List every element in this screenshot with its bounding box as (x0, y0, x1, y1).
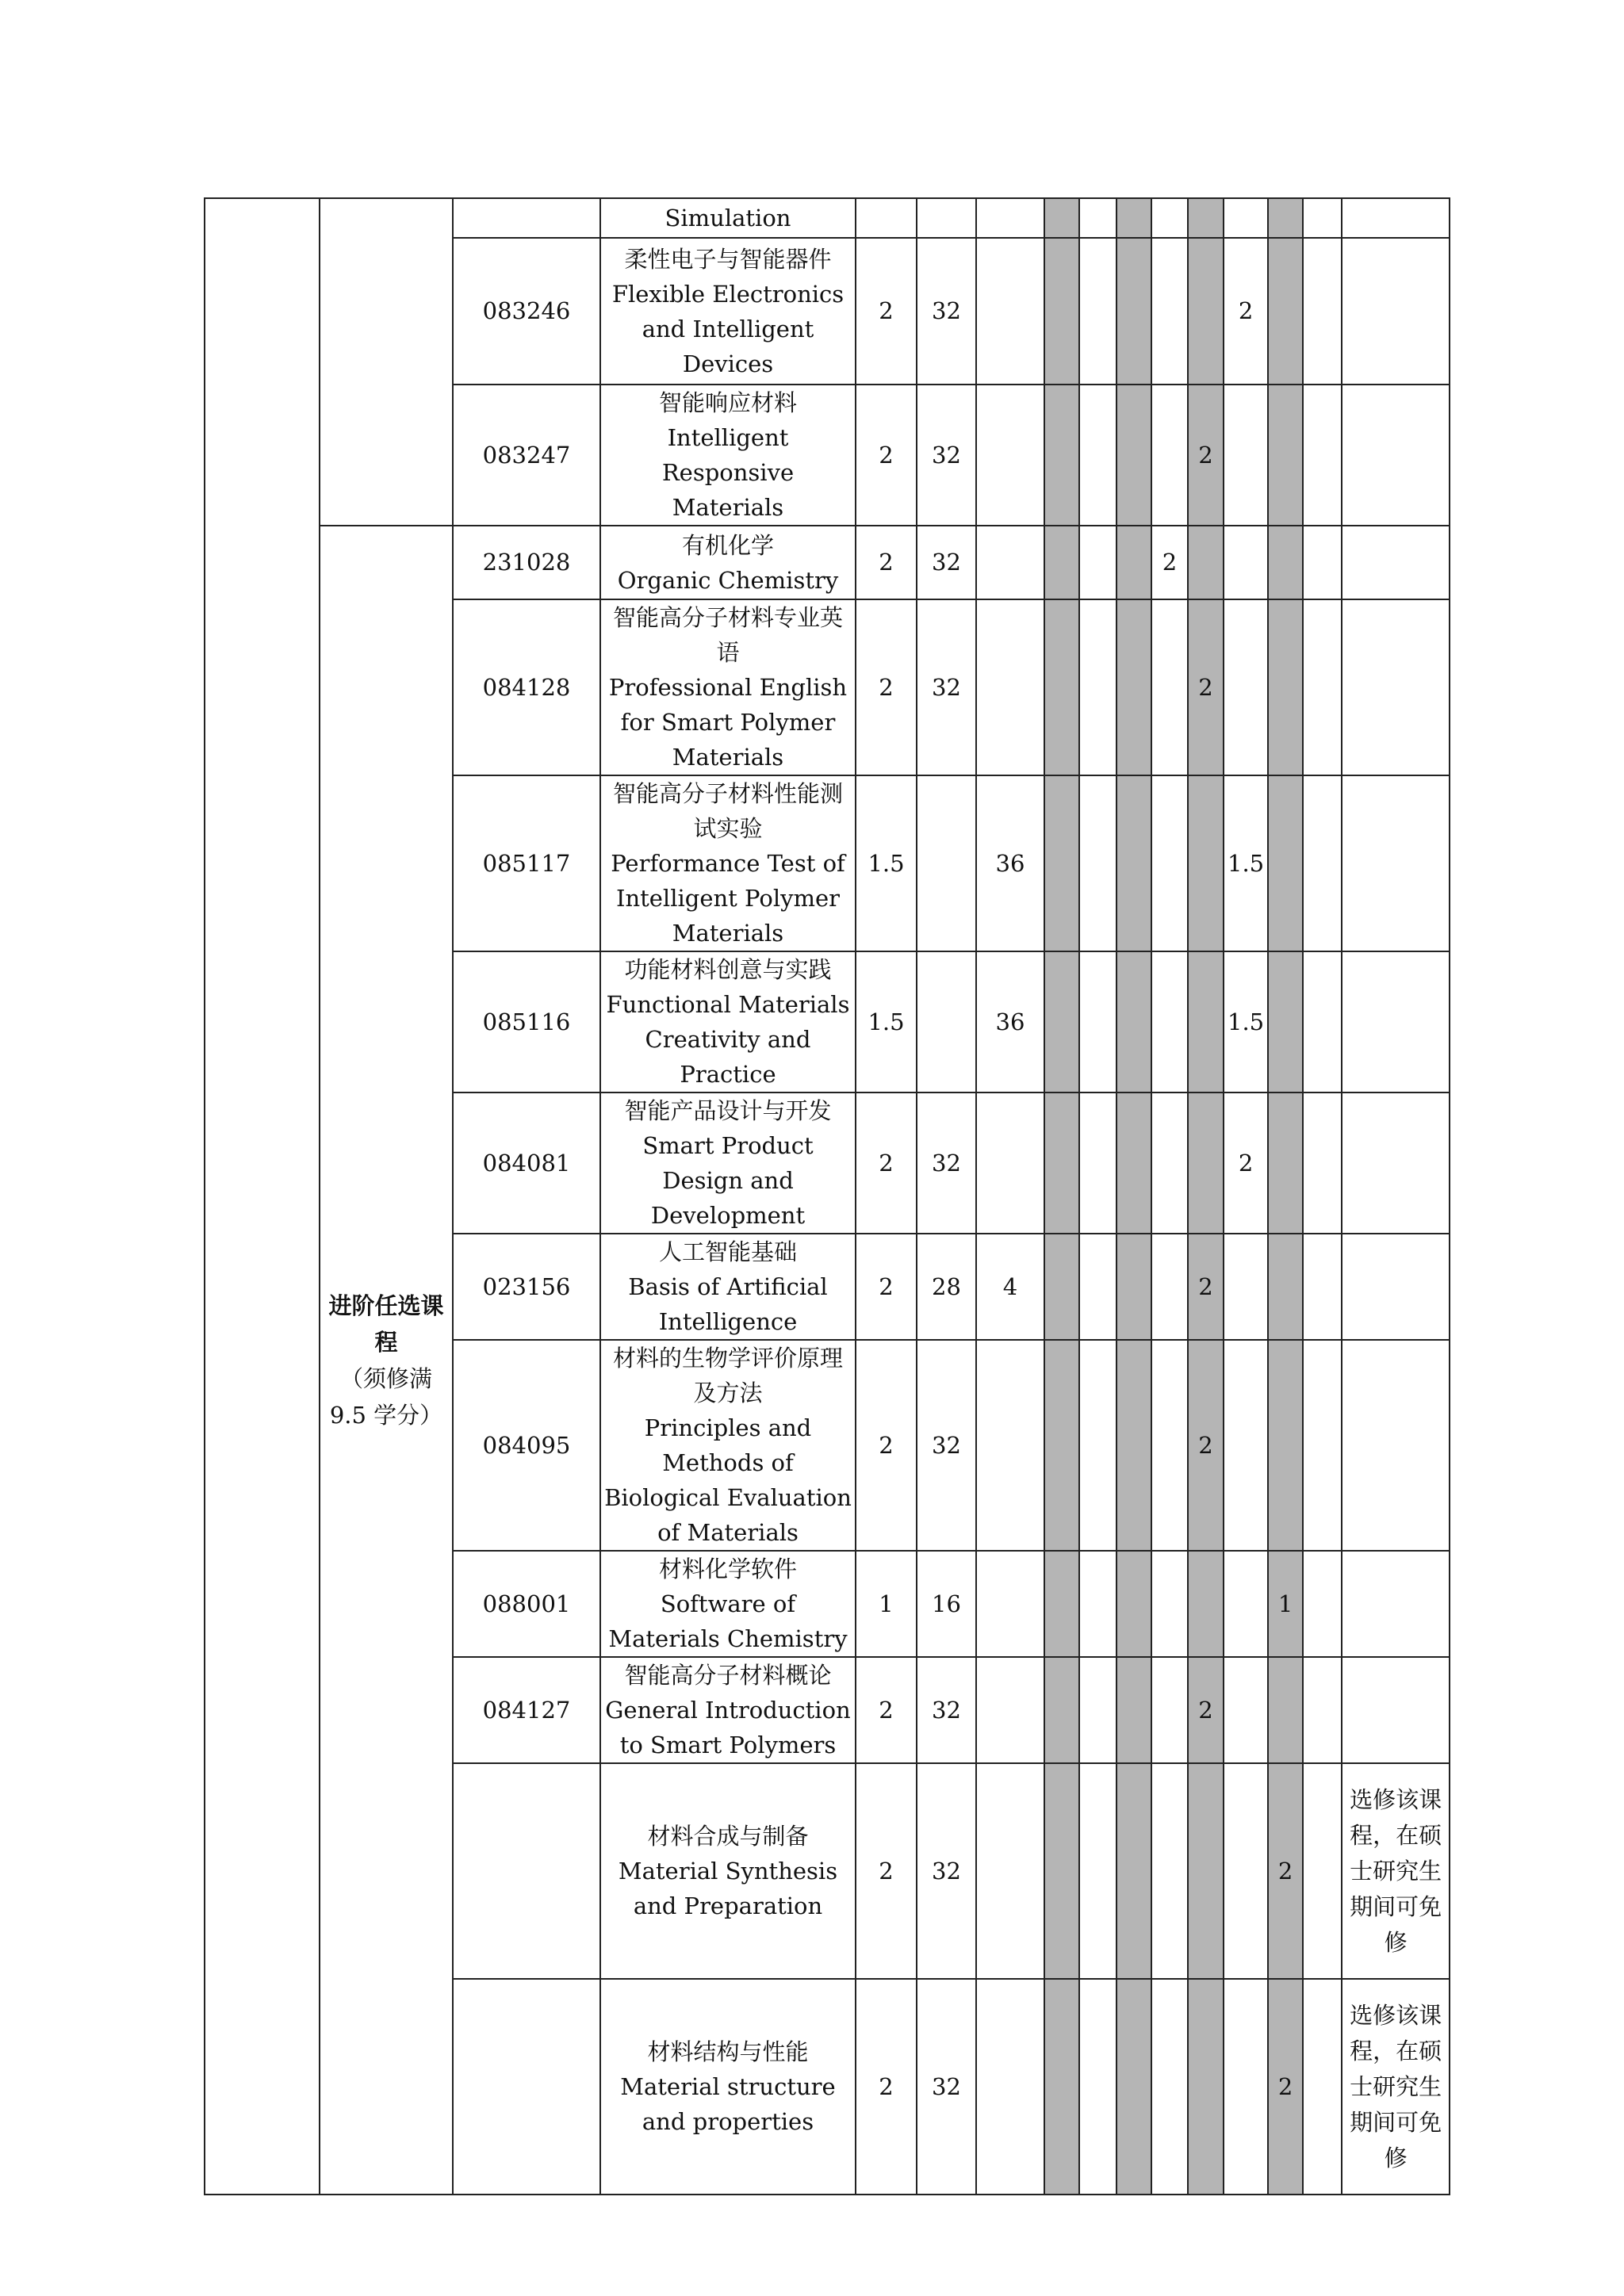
semester-cell-1 (1044, 951, 1079, 1093)
credit-cell (856, 198, 917, 238)
practice-hours-cell: 36 (976, 951, 1044, 1093)
semester-cell-8 (1303, 1551, 1342, 1657)
semester-cell-8 (1303, 775, 1342, 951)
course-name-cell (600, 198, 856, 238)
practice-hours-cell (976, 1763, 1044, 1979)
course-name-en: Principles and Methods of Biological Evaluation of Materials (604, 1414, 852, 1546)
semester-cell-5 (1188, 1763, 1224, 1979)
course-code-cell: 088001 (453, 1551, 600, 1657)
credit-cell: 2 (856, 1657, 917, 1763)
semester-cell-3 (1116, 238, 1151, 385)
course-code-cell: 085116 (453, 951, 600, 1093)
credit-cell: 2 (856, 1763, 917, 1979)
semester-cell-8 (1303, 526, 1342, 599)
semester-cell-2 (1079, 1093, 1116, 1234)
semester-cell-7 (1268, 599, 1303, 775)
semester-cell-5 (1188, 1551, 1224, 1657)
course-code-cell (453, 1979, 600, 2195)
empty-subcategory-cell (320, 198, 453, 526)
practice-hours-cell: 4 (976, 1234, 1044, 1340)
course-name-cell (600, 526, 856, 599)
credit-cell: 1.5 (856, 775, 917, 951)
semester-cell-5 (1188, 198, 1224, 238)
credit-cell: 2 (856, 1979, 917, 2195)
course-name-en: Material Synthesis and Preparation (618, 1858, 838, 1919)
remark-cell (1342, 526, 1450, 599)
semester-cell-2 (1079, 1234, 1116, 1340)
semester-cell-6: 1.5 (1224, 775, 1268, 951)
remark-cell (1342, 1234, 1450, 1340)
semester-cell-4 (1151, 1340, 1188, 1551)
practice-hours-cell (976, 1340, 1044, 1551)
semester-cell-3 (1116, 1657, 1151, 1763)
semester-cell-3 (1116, 1340, 1151, 1551)
semester-cell-4 (1151, 238, 1188, 385)
semester-cell-4: 2 (1151, 526, 1188, 599)
semester-cell-6 (1224, 385, 1268, 526)
lecture-hours-cell (917, 198, 976, 238)
semester-cell-8 (1303, 1340, 1342, 1551)
credit-cell: 1 (856, 1551, 917, 1657)
semester-cell-3 (1116, 775, 1151, 951)
semester-cell-8 (1303, 1657, 1342, 1763)
course-name-cn: 材料化学软件 (658, 1556, 797, 1582)
semester-cell-2 (1079, 951, 1116, 1093)
practice-hours-cell (976, 526, 1044, 599)
lecture-hours-cell: 32 (917, 599, 976, 775)
course-name-cell (600, 238, 856, 385)
semester-cell-2 (1079, 198, 1116, 238)
credit-cell: 2 (856, 1234, 917, 1340)
table-row (205, 198, 1450, 238)
semester-cell-6 (1224, 1234, 1268, 1340)
practice-hours-cell (976, 1657, 1044, 1763)
course-name-en: Basis of Artificial Intelligence (628, 1273, 828, 1335)
semester-cell-6: 2 (1224, 1093, 1268, 1234)
lecture-hours-cell (917, 775, 976, 951)
semester-cell-3 (1116, 385, 1151, 526)
remark-cell (1342, 198, 1450, 238)
course-category-title: 进阶任选课程 (328, 1292, 444, 1356)
lecture-hours-cell: 32 (917, 1657, 976, 1763)
semester-cell-8 (1303, 951, 1342, 1093)
semester-cell-7 (1268, 526, 1303, 599)
semester-cell-2 (1079, 1551, 1116, 1657)
credit-cell: 2 (856, 1093, 917, 1234)
remark-cell (1342, 385, 1450, 526)
semester-cell-6: 2 (1224, 238, 1268, 385)
remark-cell (1342, 599, 1450, 775)
semester-cell-5 (1188, 1093, 1224, 1234)
credit-cell: 2 (856, 238, 917, 385)
lecture-hours-cell: 32 (917, 1979, 976, 2195)
semester-cell-2 (1079, 1657, 1116, 1763)
course-code-cell: 083247 (453, 385, 600, 526)
semester-cell-7: 2 (1268, 1763, 1303, 1979)
semester-cell-1 (1044, 1551, 1079, 1657)
semester-cell-7 (1268, 385, 1303, 526)
course-name-cn: 智能高分子材料专业英语 (612, 604, 843, 666)
semester-cell-4 (1151, 1093, 1188, 1234)
semester-cell-7 (1268, 198, 1303, 238)
empty-top-category-cell (205, 198, 320, 2195)
course-code-cell: 084081 (453, 1093, 600, 1234)
semester-cell-1 (1044, 1234, 1079, 1340)
semester-cell-5 (1188, 775, 1224, 951)
course-code-cell: 023156 (453, 1234, 600, 1340)
course-name-cn: 材料的生物学评价原理及方法 (612, 1345, 843, 1406)
course-name-cn: 材料结构与性能 (647, 2038, 809, 2065)
semester-cell-1 (1044, 385, 1079, 526)
course-name-cell (600, 385, 856, 526)
semester-cell-7: 2 (1268, 1979, 1303, 2195)
semester-cell-1 (1044, 198, 1079, 238)
course-name-cn: 智能响应材料 (658, 389, 797, 416)
course-name-cn: 人工智能基础 (658, 1238, 797, 1265)
semester-cell-5: 2 (1188, 1234, 1224, 1340)
course-code-cell: 084095 (453, 1340, 600, 1551)
course-name-cell (600, 951, 856, 1093)
course-name-cell (600, 1340, 856, 1551)
semester-cell-6 (1224, 1979, 1268, 2195)
semester-cell-6 (1224, 599, 1268, 775)
semester-cell-6 (1224, 1763, 1268, 1979)
semester-cell-3 (1116, 1979, 1151, 2195)
course-name-cell (600, 1979, 856, 2195)
semester-cell-8 (1303, 385, 1342, 526)
credit-cell: 1.5 (856, 951, 917, 1093)
course-name-en: Material structure and properties (620, 2073, 836, 2135)
remark-cell (1342, 1551, 1450, 1657)
course-name-en: Professional English for Smart Polymer Materials (608, 674, 848, 771)
course-name-en: Flexible Electronics and Intelligent Devices (611, 280, 845, 377)
semester-cell-8 (1303, 1763, 1342, 1979)
semester-cell-4 (1151, 1657, 1188, 1763)
course-name-en: Simulation (665, 205, 791, 232)
semester-cell-3 (1116, 1234, 1151, 1340)
semester-cell-4 (1151, 1551, 1188, 1657)
remark-cell (1342, 1657, 1450, 1763)
practice-hours-cell (976, 1093, 1044, 1234)
course-name-cn: 功能材料创意与实践 (624, 956, 832, 983)
semester-cell-7 (1268, 1657, 1303, 1763)
remark-cell (1342, 238, 1450, 385)
semester-cell-1 (1044, 1340, 1079, 1551)
semester-cell-3 (1116, 951, 1151, 1093)
semester-cell-5 (1188, 1979, 1224, 2195)
practice-hours-cell (976, 385, 1044, 526)
course-code-cell: 084127 (453, 1657, 600, 1763)
course-code-cell: 085117 (453, 775, 600, 951)
semester-cell-1 (1044, 1979, 1079, 2195)
course-name-cell (600, 1551, 856, 1657)
course-name-cn: 材料合成与制备 (647, 1823, 809, 1850)
semester-cell-8 (1303, 599, 1342, 775)
semester-cell-2 (1079, 1340, 1116, 1551)
remark-cell (1342, 775, 1450, 951)
semester-cell-1 (1044, 1093, 1079, 1234)
course-name-cn: 柔性电子与智能器件 (624, 245, 832, 273)
practice-hours-cell (976, 1551, 1044, 1657)
semester-cell-6 (1224, 1551, 1268, 1657)
credit-cell: 2 (856, 385, 917, 526)
remark-cell: 选修该课程，在硕士研究生期间可免修 (1342, 1763, 1450, 1979)
semester-cell-2 (1079, 1979, 1116, 2195)
semester-cell-6 (1224, 526, 1268, 599)
remark-cell (1342, 951, 1450, 1093)
practice-hours-cell (976, 198, 1044, 238)
semester-cell-5: 2 (1188, 1657, 1224, 1763)
semester-cell-7 (1268, 951, 1303, 1093)
semester-cell-3 (1116, 599, 1151, 775)
semester-cell-6: 1.5 (1224, 951, 1268, 1093)
course-name-cn: 智能高分子材料概论 (624, 1662, 832, 1689)
semester-cell-8 (1303, 1979, 1342, 2195)
course-name-cn: 智能高分子材料性能测试实验 (612, 780, 843, 842)
course-name-cn: 智能产品设计与开发 (624, 1097, 832, 1124)
course-code-cell: 231028 (453, 526, 600, 599)
course-name-cell (600, 1763, 856, 1979)
lecture-hours-cell: 32 (917, 385, 976, 526)
lecture-hours-cell: 32 (917, 238, 976, 385)
lecture-hours-cell: 32 (917, 526, 976, 599)
lecture-hours-cell: 16 (917, 1551, 976, 1657)
lecture-hours-cell: 28 (917, 1234, 976, 1340)
course-code-cell: 083246 (453, 238, 600, 385)
semester-cell-7: 1 (1268, 1551, 1303, 1657)
practice-hours-cell (976, 1979, 1044, 2195)
semester-cell-5 (1188, 526, 1224, 599)
semester-cell-5 (1188, 951, 1224, 1093)
semester-cell-1 (1044, 526, 1079, 599)
semester-cell-1 (1044, 1763, 1079, 1979)
semester-cell-1 (1044, 775, 1079, 951)
course-name-cn: 有机化学 (681, 531, 774, 559)
semester-cell-2 (1079, 599, 1116, 775)
course-name-en: Smart Product Design and Development (642, 1132, 814, 1229)
semester-cell-3 (1116, 1551, 1151, 1657)
semester-cell-5: 2 (1188, 385, 1224, 526)
semester-cell-4 (1151, 385, 1188, 526)
semester-cell-6 (1224, 198, 1268, 238)
course-name-en: Performance Test of Intelligent Polymer Materials (611, 850, 845, 947)
semester-cell-8 (1303, 1093, 1342, 1234)
semester-cell-7 (1268, 238, 1303, 385)
semester-cell-4 (1151, 1979, 1188, 2195)
course-code-cell: 084128 (453, 599, 600, 775)
credit-cell: 2 (856, 1340, 917, 1551)
practice-hours-cell (976, 599, 1044, 775)
course-name-cell (600, 1234, 856, 1340)
course-name-en: Intelligent Responsive Materials (661, 424, 795, 521)
semester-cell-2 (1079, 238, 1116, 385)
course-category-note: （须修满9.5 学分） (329, 1364, 443, 1429)
semester-cell-5: 2 (1188, 1340, 1224, 1551)
course-name-en: Organic Chemistry (617, 566, 839, 594)
semester-cell-2 (1079, 385, 1116, 526)
semester-cell-8 (1303, 238, 1342, 385)
semester-cell-3 (1116, 526, 1151, 599)
semester-cell-3 (1116, 1763, 1151, 1979)
semester-cell-1 (1044, 1657, 1079, 1763)
semester-cell-2 (1079, 526, 1116, 599)
course-name-cell (600, 1093, 856, 1234)
course-code-cell (453, 198, 600, 238)
course-name-en: General Introduction to Smart Polymers (605, 1697, 851, 1758)
semester-cell-2 (1079, 1763, 1116, 1979)
semester-cell-5 (1188, 238, 1224, 385)
practice-hours-cell: 36 (976, 775, 1044, 951)
semester-cell-7 (1268, 775, 1303, 951)
credit-cell: 2 (856, 599, 917, 775)
semester-cell-7 (1268, 1340, 1303, 1551)
semester-cell-6 (1224, 1340, 1268, 1551)
course-name-en: Functional Materials Creativity and Practice (606, 991, 850, 1088)
semester-cell-4 (1151, 775, 1188, 951)
lecture-hours-cell: 32 (917, 1763, 976, 1979)
semester-cell-7 (1268, 1093, 1303, 1234)
table-row (205, 526, 1450, 599)
course-code-cell (453, 1763, 600, 1979)
course-plan-table (204, 197, 1450, 2195)
semester-cell-4 (1151, 1763, 1188, 1979)
lecture-hours-cell: 32 (917, 1093, 976, 1234)
practice-hours-cell (976, 238, 1044, 385)
course-name-cell (600, 775, 856, 951)
semester-cell-1 (1044, 599, 1079, 775)
semester-cell-7 (1268, 1234, 1303, 1340)
lecture-hours-cell: 32 (917, 1340, 976, 1551)
semester-cell-4 (1151, 599, 1188, 775)
semester-cell-8 (1303, 198, 1342, 238)
semester-cell-8 (1303, 1234, 1342, 1340)
semester-cell-4 (1151, 198, 1188, 238)
course-name-cell (600, 599, 856, 775)
semester-cell-2 (1079, 775, 1116, 951)
semester-cell-4 (1151, 951, 1188, 1093)
lecture-hours-cell (917, 951, 976, 1093)
semester-cell-3 (1116, 198, 1151, 238)
remark-cell (1342, 1340, 1450, 1551)
semester-cell-1 (1044, 238, 1079, 385)
semester-cell-6 (1224, 1657, 1268, 1763)
remark-cell: 选修该课程，在硕士研究生期间可免修 (1342, 1979, 1450, 2195)
course-name-en: Software of Materials Chemistry (608, 1590, 848, 1652)
semester-cell-4 (1151, 1234, 1188, 1340)
semester-cell-5: 2 (1188, 599, 1224, 775)
semester-cell-3 (1116, 1093, 1151, 1234)
course-name-cell (600, 1657, 856, 1763)
credit-cell: 2 (856, 526, 917, 599)
course-category-cell (320, 526, 453, 2195)
remark-cell (1342, 1093, 1450, 1234)
